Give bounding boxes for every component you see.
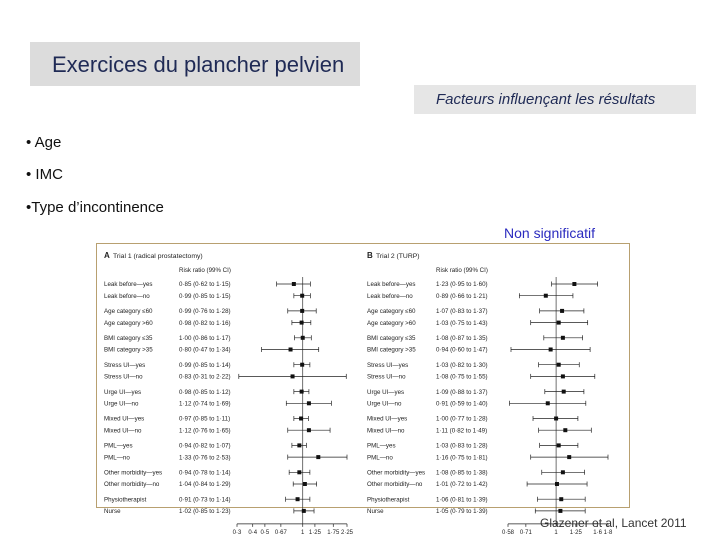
row-label: Age category >60: [367, 319, 416, 327]
x-tick-label: 1·25: [569, 529, 582, 536]
point-estimate: [563, 428, 567, 432]
ci-text: 0·91 (0·73 to 1·14): [179, 496, 231, 504]
ci-text: 1·16 (0·75 to 1·81): [436, 454, 488, 462]
point-estimate: [297, 443, 301, 447]
ci-text: 1·33 (0·76 to 2·53): [179, 454, 231, 462]
point-estimate: [303, 482, 307, 486]
row-label: Urge UI—yes: [104, 388, 142, 396]
x-tick-label: 0·5: [260, 529, 270, 536]
row-label: Stress UI—yes: [104, 361, 146, 369]
x-tick-label: 0·3: [232, 529, 242, 536]
row-label: Mixed UI—no: [104, 427, 142, 435]
row-label: Leak before—yes: [367, 281, 416, 289]
row-label: Age category ≤60: [104, 308, 153, 316]
row-label: Mixed UI—no: [367, 427, 405, 435]
row-label: Stress UI—yes: [367, 361, 409, 369]
slide-title: Exercices du plancher pelvien: [52, 52, 345, 77]
row-label: Other morbidity—yes: [104, 469, 163, 477]
point-estimate: [307, 428, 311, 432]
ci-text: 1·12 (0·74 to 1·69): [179, 400, 231, 408]
row-label: Stress UI—no: [367, 373, 406, 381]
panel-label-A: A: [104, 251, 110, 260]
x-tick-label: 0·71: [519, 529, 532, 536]
slide-title-box: [30, 42, 360, 86]
point-estimate: [557, 363, 561, 367]
point-estimate: [549, 348, 553, 352]
point-estimate: [300, 390, 304, 394]
point-estimate: [292, 282, 296, 286]
row-label: Leak before—yes: [104, 281, 153, 289]
point-estimate: [560, 309, 564, 313]
row-label: Nurse: [104, 508, 121, 516]
x-tick-label: 1·6: [593, 529, 602, 536]
ci-text: 1·02 (0·85 to 1·23): [179, 508, 231, 516]
ci-text: 0·97 (0·85 to 1·11): [179, 415, 231, 423]
point-estimate: [558, 509, 562, 513]
point-estimate: [302, 509, 306, 513]
row-label: PML—no: [104, 454, 130, 462]
point-estimate: [300, 309, 304, 313]
row-label: Other morbidity—no: [104, 481, 160, 489]
ci-text: 1·04 (0·84 to 1·29): [179, 481, 231, 489]
point-estimate: [296, 497, 300, 501]
row-label: Leak before—no: [367, 292, 413, 300]
ci-text: 0·99 (0·76 to 1·28): [179, 308, 231, 316]
row-label: Urge UI—no: [367, 400, 402, 408]
ci-text: 0·99 (0·85 to 1·14): [179, 361, 231, 369]
point-estimate: [299, 417, 303, 421]
ci-text: 1·08 (0·87 to 1·35): [436, 335, 488, 342]
ci-column-header: Risk ratio (99% CI): [436, 267, 488, 274]
row-label: Urge UI—no: [104, 400, 139, 408]
ci-text: 1·03 (0·82 to 1·30): [436, 361, 488, 369]
figure-frame: [97, 244, 630, 508]
point-estimate: [557, 321, 561, 325]
ci-text: 0·94 (0·78 to 1·14): [179, 469, 231, 477]
x-tick-label: 1·25: [308, 529, 321, 536]
row-label: Physiotherapist: [367, 496, 410, 504]
ci-text: 1·00 (0·77 to 1·28): [436, 415, 488, 423]
point-estimate: [544, 294, 548, 298]
panel-title-A: Trial 1 (radical prostatectomy): [113, 253, 203, 260]
row-label: Age category ≤60: [367, 308, 416, 316]
point-estimate: [561, 374, 565, 378]
bullet-incontinence-type: •Type d’incontinence: [26, 199, 164, 216]
slide-subtitle-box: [414, 85, 696, 114]
ci-text: 1·01 (0·72 to 1·42): [436, 481, 488, 489]
ci-text: 1·00 (0·86 to 1·17): [179, 335, 231, 342]
ci-text: 0·91 (0·59 to 1·40): [436, 400, 488, 408]
ci-text: 1·08 (0·75 to 1·55): [436, 373, 488, 381]
row-label: BMI category ≤35: [367, 335, 416, 342]
row-label: Leak before—no: [104, 292, 150, 300]
row-label: PML—no: [367, 454, 393, 462]
row-label: BMI category ≤35: [104, 335, 153, 342]
panel-label-B: B: [367, 251, 373, 260]
row-label: Nurse: [367, 508, 384, 516]
ci-text: 0·98 (0·85 to 1·12): [179, 388, 231, 396]
point-estimate: [546, 401, 550, 405]
point-estimate: [297, 470, 301, 474]
row-label: Mixed UI—yes: [367, 415, 408, 423]
row-label: Age category >60: [104, 319, 153, 327]
panel-title-B: Trial 2 (TURP): [376, 253, 420, 260]
ci-text: 0·98 (0·82 to 1·16): [179, 319, 231, 327]
point-estimate: [559, 497, 563, 501]
row-label: Other morbidity—yes: [367, 469, 426, 477]
ci-text: 0·89 (0·66 to 1·21): [436, 292, 488, 300]
ci-column-header: Risk ratio (99% CI): [179, 267, 231, 274]
point-estimate: [555, 482, 559, 486]
x-tick-label: 1·75: [327, 529, 340, 536]
citation: Glazener et al, Lancet 2011: [540, 516, 687, 530]
row-label: Stress UI—no: [104, 373, 143, 381]
x-tick-label: 1: [554, 529, 558, 536]
row-label: PML—yes: [104, 442, 133, 450]
x-tick-label: 1: [301, 529, 305, 536]
ci-text: 1·07 (0·83 to 1·37): [436, 308, 488, 316]
point-estimate: [291, 374, 295, 378]
x-tick-label: 0·67: [274, 529, 287, 536]
row-label: Physiotherapist: [104, 496, 147, 504]
ci-text: 1·03 (0·83 to 1·28): [436, 442, 488, 450]
point-estimate: [554, 417, 558, 421]
point-estimate: [561, 336, 565, 340]
point-estimate: [300, 363, 304, 367]
ci-text: 0·94 (0·82 to 1·07): [179, 442, 231, 450]
point-estimate: [300, 294, 304, 298]
ci-text: 1·03 (0·75 to 1·43): [436, 319, 488, 327]
ci-text: 0·99 (0·85 to 1·15): [179, 292, 231, 300]
bullet-age: • Age: [26, 134, 62, 151]
ci-text: 1·09 (0·88 to 1·37): [436, 388, 488, 396]
point-estimate: [301, 336, 305, 340]
point-estimate: [307, 401, 311, 405]
ci-text: 0·80 (0·47 to 1·34): [179, 346, 231, 354]
row-label: Urge UI—yes: [367, 388, 405, 396]
ci-text: 1·11 (0·82 to 1·49): [436, 427, 488, 435]
x-tick-label: 2·25: [340, 529, 354, 536]
point-estimate: [557, 443, 561, 447]
ci-text: 1·23 (0·95 to 1·60): [436, 281, 488, 289]
point-estimate: [572, 282, 576, 286]
x-tick-label: 0·58: [501, 529, 515, 536]
ci-text: 1·06 (0·81 to 1·39): [436, 496, 488, 504]
ci-text: 0·85 (0·62 to 1·15): [179, 281, 231, 289]
row-label: BMI category >35: [367, 346, 416, 354]
slide-subtitle: Facteurs influençant les résultats: [436, 91, 656, 108]
point-estimate: [561, 470, 565, 474]
ci-text: 1·05 (0·79 to 1·39): [436, 508, 488, 516]
point-estimate: [562, 390, 566, 394]
non-significant-note: Non significatif: [504, 225, 596, 241]
ci-text: 0·83 (0·31 to 2·22): [179, 373, 231, 381]
point-estimate: [300, 321, 304, 325]
ci-text: 1·08 (0·85 to 1·38): [436, 469, 488, 477]
x-tick-label: 1·8: [603, 529, 613, 536]
ci-text: 0·94 (0·60 to 1·47): [436, 346, 488, 354]
point-estimate: [316, 455, 320, 459]
x-tick-label: 0·4: [248, 529, 258, 536]
row-label: Mixed UI—yes: [104, 415, 145, 423]
row-label: PML—yes: [367, 442, 396, 450]
row-label: BMI category >35: [104, 346, 153, 354]
point-estimate: [289, 348, 293, 352]
row-label: Other morbidity—no: [367, 481, 423, 489]
ci-text: 1·12 (0·76 to 1·65): [179, 427, 231, 435]
bullet-imc: • IMC: [26, 166, 63, 183]
point-estimate: [567, 455, 571, 459]
